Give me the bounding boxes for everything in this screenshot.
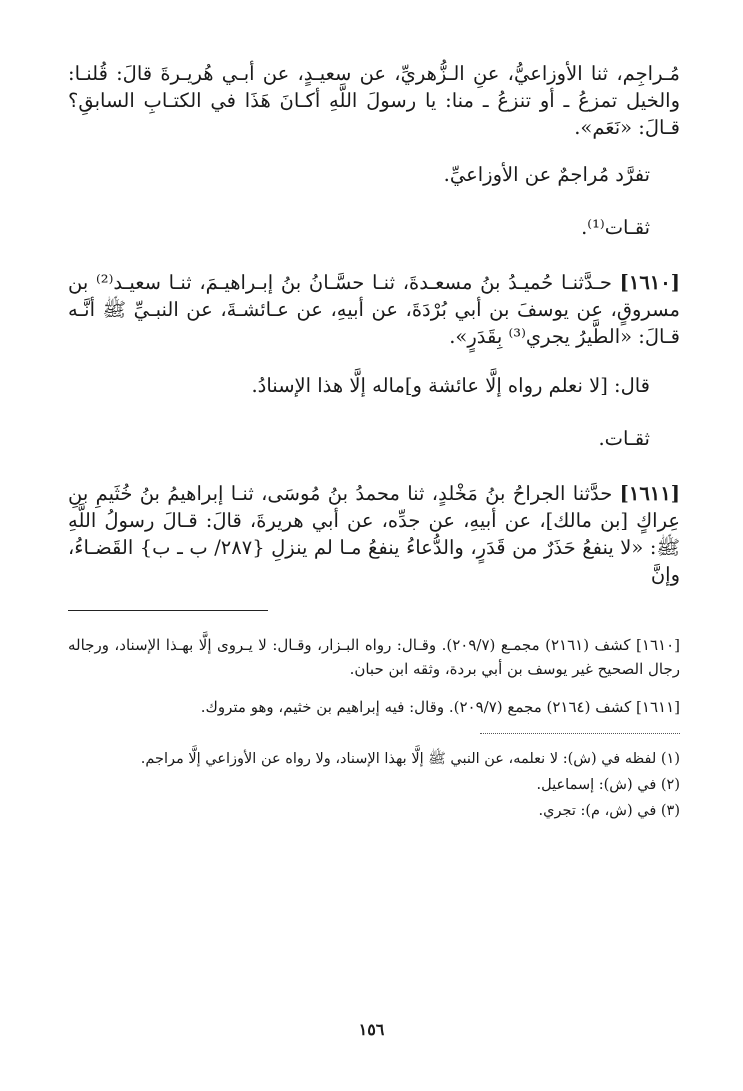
thiqat-note-1: ثقـات⁽¹⁾. [581,216,650,239]
references [68,633,680,719]
footnotes [68,746,680,824]
footnote-2: (٢) في (ش): إسماعيل. [536,777,680,793]
document-page [68,60,680,824]
hadith-1610-note: قال: [لا نعلم رواه إلَّا عائشة و]ماله إلَّا هذا الإسنادُ. [251,374,650,397]
hadith-1610 [68,269,680,350]
main-text [68,60,680,588]
hadith-1611-number: [١٦١١] [619,482,680,505]
hadith-continuation: مُـراجِم، ثنا الأوزاعيُّ، عنِ الـزُّهريِّ، عن سعيـدٍ، عن أبـي هُريـرةَ قالَ: قُلنـا: والخيل تمزعُ ـ أو تنزعُ ـ منا: يا رسولَ اللَّهِ أكـانَ هَذَا في الكتـابِ السابقِ؟ قـالَ: «نَعَم». [68,62,680,139]
footnotes-separator [480,733,680,734]
page-number: ١٥٦ [358,1020,385,1039]
tafarrud-note: تفرَّد مُراجمٌ عن الأوزاعيِّ. [443,163,650,186]
references-separator [68,610,268,611]
footnote-3: (٣) في (ش، م): تجري. [538,803,680,819]
hadith-1611 [68,480,680,588]
reference-1610: [١٦١٠] كشف (٢١٦١) مجمـع (٢٠٩/٧). وقـال: رواه البـزار، وقـال: لا يـروى إلَّا بهـذا الإسناد، ورجاله رجال الصحيح غير يوسف بن أبي بردة، وثقه ابن حبان. [68,636,680,678]
thiqat-note-2: ثقـات. [598,427,650,450]
hadith-1611-text: حدَّثنا الجراحُ بنُ مَخْلدٍ، ثنا محمدُ بنُ مُوسَى، ثنـا إبراهيمُ بنُ خُثَيمِ بنِ عِراكٍ [بن مالك]، عن أبيهِ، عن جدِّه، عن أبي هريرةَ، قالَ: قـالَ رسولُ اللَّهِ ﷺ: «لا ينفعُ حَذَرٌ من قَدَرٍ، والدُّعاءُ ينفعُ مـا لم ينزلِ {٢٨٧/ ب ـ ب} القَضـاءُ، وإنَّ [68,482,681,586]
hadith-1610-text: حـدَّثنـا حُميـدُ بنُ مسعـدةَ، ثنـا حسَّـانُ بنُ إبـراهيـمَ، ثنـا سعيـد⁽²⁾ بن مسروقٍ، عن يوسفَ بن أبي بُرْدَةَ، عن أبيهِ، عن عـائشـةَ، عن النبـيِّ ﷺ أنَّـه قـالَ: «الطَّيرُ يجري⁽³⁾ بِقَدَرٍ». [68,271,680,348]
footnote-1: (١) لفظه في (ش): لا نعلمه، عن النبي ﷺ إلَّا بهذا الإسناد، ولا رواه عن الأوزاعي إلَّا مراجم. [140,751,680,767]
hadith-1610-number: [١٦١٠] [619,271,680,294]
reference-1611: [١٦١١] كشف (٢١٦٤) مجمع (٢٠٩/٧). وقال: فيه إبراهيم بن خثيم، وهو متروك. [200,698,680,716]
